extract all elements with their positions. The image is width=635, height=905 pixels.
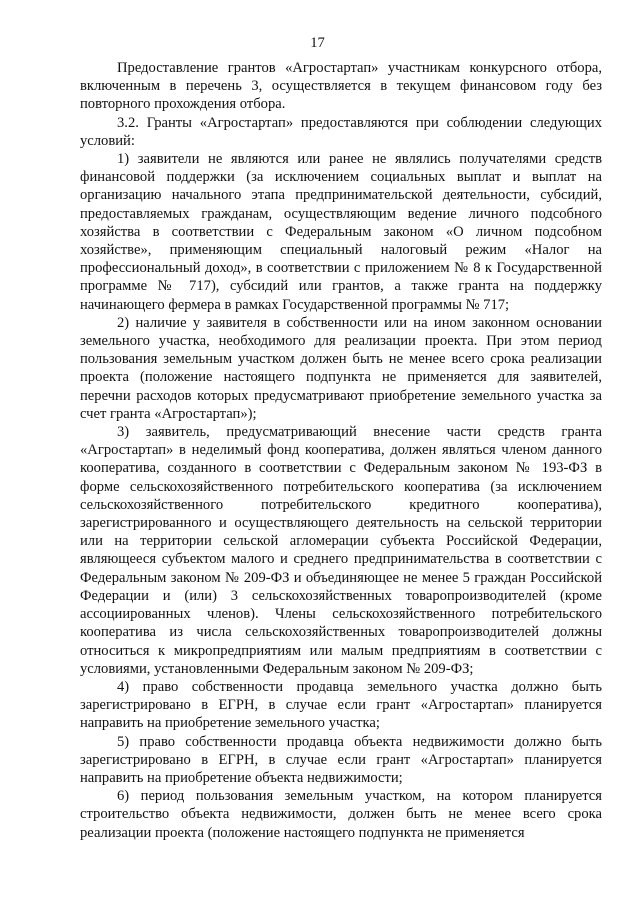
- paragraph-condition-3: 3) заявитель, предусматривающий внесение части средств гранта «Агростартап» в неделимый фонд кооператива, должен являться членом данного кооператива, созданного в соответствии с Федеральным законом № 193-ФЗ в форме сельскохозяйственного потребительского кооператива (за исключением сельскохозяйственного потребительского кредитного кооператива), зарегистрированного и осуществляющего деятельность на сельской территории или на территории сельской агломерации субъекта Российской Федерации, являющееся субъектом малого и среднего предпринимательства в соответствии с Федеральным законом № 209-ФЗ и объединяющее не менее 5 граждан Российской Федерации и (или) 3 сельскохозяйственных товаропроизводителей (кроме ассоциированных членов). Члены сельскохозяйственного потребительского кооператива из числа сельскохозяйственных товаропроизводителей должны относиться к микропредприятиям или малым предприятиям в соответствии с условиями, установленными Федеральным законом № 209-ФЗ;: [80, 424, 602, 677]
- document-body: [80, 59, 602, 842]
- paragraph-condition-2: 2) наличие у заявителя в собственности или на ином законном основании земельного участка, необходимого для реализации проекта. При этом период пользования земельным участком должен быть не менее всего срока реализации проекта (положение настоящего подпункта не применяется для заявителей, перечни расходов которых предусматривают приобретение земельного участка за счет гранта «Агростартап»);: [80, 314, 602, 422]
- paragraph-condition-6: 6) период пользования земельным участком, на котором планируется строительство объекта недвижимости, должен быть не менее всего срока реализации проекта (положение настоящего подпункта не применяется: [80, 788, 602, 841]
- paragraph-condition-4: 4) право собственности продавца земельного участка должно быть зарегистрировано в ЕГРН, в случае если грант «Агростартап» планируется направить на приобретение земельного участка;: [80, 678, 602, 732]
- paragraph-grants-current-year: Предоставление грантов «Агростартап» участникам конкурсного отбора, включенным в перечень 3, осуществляется в текущем финансовом году без повторного прохождения отбора.: [80, 60, 602, 113]
- paragraph-3-2-conditions: 3.2. Гранты «Агростартап» предоставляются при соблюдении следующих условий:: [80, 114, 602, 149]
- page-number: 17: [310, 35, 325, 51]
- paragraph-condition-1: 1) заявители не являются или ранее не являлись получателями средств финансовой поддержки (за исключением социальных выплат и выплат на организацию начального этапа предпринимательской деятельности, субсидий, предоставляемых гражданам, осуществляющим ведение личного подсобного хозяйства в соответствии с Федеральным законом «О личном подсобном хозяйстве», применяющим специальный налоговый режим «Налог на профессиональный доход», в соответствии с приложением № 8 к Государственной программе № 717), субсидий или грантов, а также гранта на поддержку начинающего фермера в рамках Государственной программы № 717;: [80, 151, 602, 313]
- paragraph-condition-5: 5) право собственности продавца объекта недвижимости должно быть зарегистрировано в ЕГРН, в случае если грант «Агростартап» планируется направить на приобретение объекта недвижимости;: [80, 733, 602, 786]
